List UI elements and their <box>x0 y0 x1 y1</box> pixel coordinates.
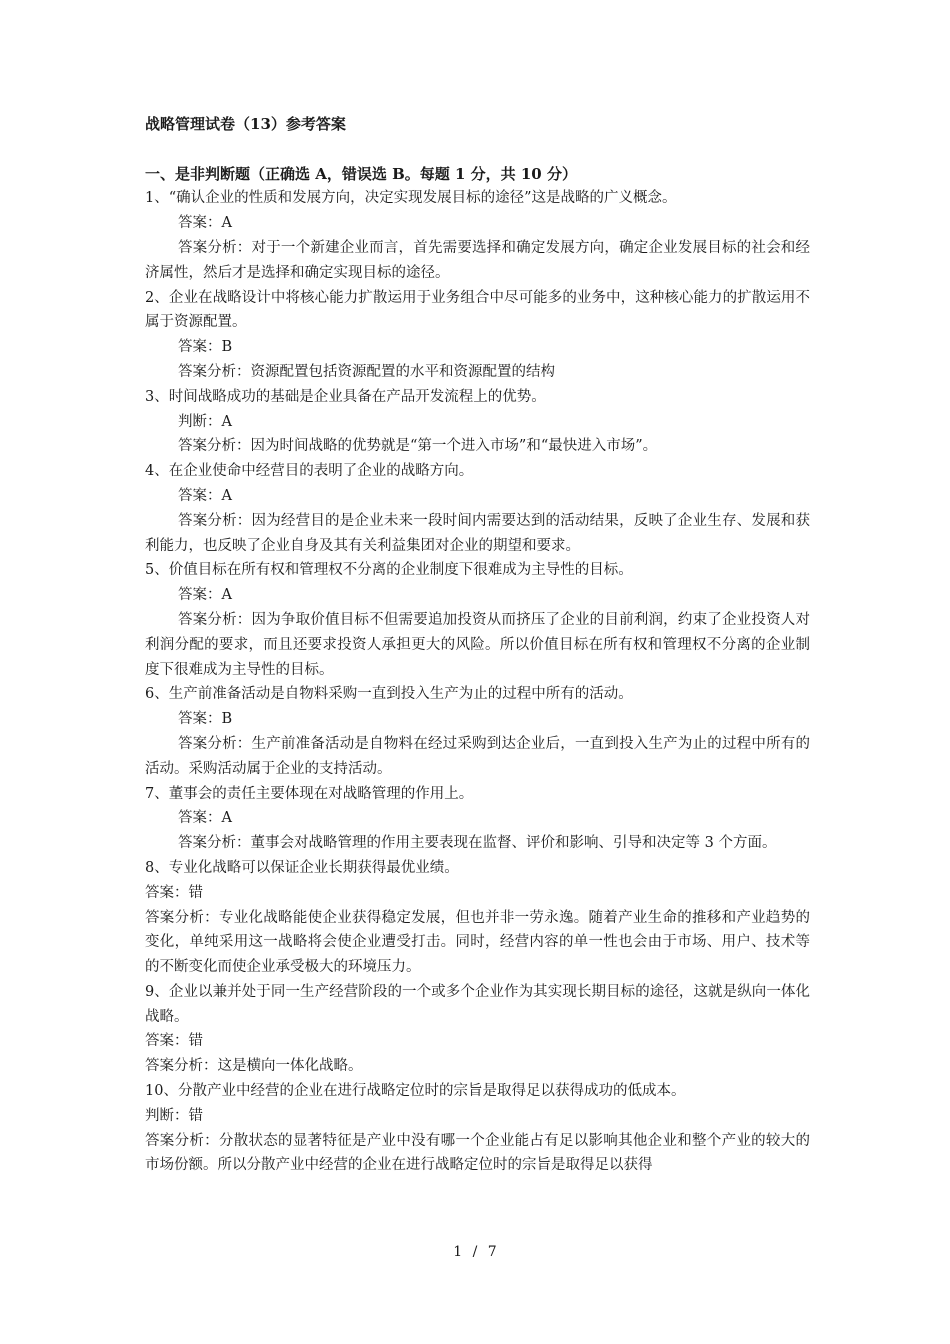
document-title: 战略管理试卷（13）参考答案 <box>145 115 346 133</box>
question-8: 8、专业化战略可以保证企业长期获得最优业绩。 <box>145 859 459 876</box>
answer-9: 答案：错 <box>145 1033 203 1050</box>
answer-5: 答案：A <box>178 587 232 604</box>
question-7: 7、董事会的责任主要体现在对战略管理的作用上。 <box>145 785 474 802</box>
analysis-4: 答案分析：因为经营目的是企业未来一段时间内需要达到的活动结果，反映了企业生存、发展和获利能力，也反映了企业自身及其有关利益集团对企业的期望和要求。 <box>145 512 810 554</box>
question-4: 4、在企业使命中经营目的表明了企业的战略方向。 <box>145 463 474 480</box>
document-body <box>145 112 810 1178</box>
question-9: 9、企业以兼并处于同一生产经营阶段的一个或多个企业作为其实现长期目标的途径，这就是纵向一体化战略。 <box>145 983 810 1025</box>
analysis-5: 答案分析：因为争取价值目标不但需要追加投资从而挤压了企业的目前利润，约束了企业投资人对利润分配的要求，而且还要求投资人承担更大的风险。所以价值目标在所有权和管理权不分离的企业制度下很难成为主导性的目标。 <box>145 611 810 678</box>
answer-1: 答案：A <box>178 215 232 232</box>
question-10: 10、分散产业中经营的企业在进行战略定位时的宗旨是取得足以获得成功的低成本。 <box>145 1083 686 1100</box>
answer-6: 答案：B <box>178 711 233 728</box>
answer-8: 答案：错 <box>145 884 203 901</box>
analysis-2: 答案分析：资源配置包括资源配置的水平和资源配置的结构 <box>178 363 555 380</box>
page-number: 1 / 7 <box>453 1244 497 1260</box>
answer-4: 答案：A <box>178 487 232 504</box>
question-2: 2、企业在战略设计中将核心能力扩散运用于业务组合中尽可能多的业务中，这种核心能力的扩散运用不属于资源配置。 <box>145 289 810 331</box>
question-3: 3、时间战略成功的基础是企业具备在产品开发流程上的优势。 <box>145 388 546 405</box>
answer-3: 判断：A <box>178 413 232 430</box>
analysis-10: 答案分析：分散状态的显著特征是产业中没有哪一个企业能占有足以影响其他企业和整个产业的较大的市场份额。所以分散产业中经营的企业在进行战略定位时的宗旨是取得足以获得 <box>145 1132 810 1174</box>
analysis-6: 答案分析：生产前准备活动是自物料在经过采购到达企业后，一直到投入生产为止的过程中所有的活动。采购活动属于企业的支持活动。 <box>145 735 810 777</box>
analysis-1: 答案分析：对于一个新建企业而言，首先需要选择和确定发展方向，确定企业发展目标的社会和经济属性，然后才是选择和确定实现目标的途径。 <box>145 239 810 281</box>
answer-7: 答案：A <box>178 810 232 827</box>
analysis-7: 答案分析：董事会对战略管理的作用主要表现在监督、评价和影响、引导和决定等 3 个方面。 <box>178 835 777 852</box>
section-heading: 一、是非判断题（正确选 A，错误选 B。每题 1 分，共 10 分） <box>145 164 577 183</box>
analysis-9: 答案分析：这是横向一体化战略。 <box>145 1058 363 1075</box>
spacer <box>145 137 810 162</box>
answer-10: 判断：错 <box>145 1107 203 1124</box>
question-1: 1、“确认企业的性质和发展方向，决定实现发展目标的途径”这是战略的广义概念。 <box>145 190 677 207</box>
question-6: 6、生产前准备活动是自物料采购一直到投入生产为止的过程中所有的活动。 <box>145 686 633 703</box>
analysis-3: 答案分析：因为时间战略的优势就是“第一个进入市场”和“最快进入市场”。 <box>178 438 658 455</box>
question-5: 5、价值目标在所有权和管理权不分离的企业制度下很难成为主导性的目标。 <box>145 562 633 579</box>
answer-2: 答案：B <box>178 339 233 356</box>
analysis-8: 答案分析：专业化战略能使企业获得稳定发展，但也并非一劳永逸。随着产业生命的推移和产业趋势的变化，单纯采用这一战略将会使企业遭受打击。同时，经营内容的单一性也会由于市场、用户、技术等的不断变化而使企业承受极大的环境压力。 <box>145 909 810 976</box>
